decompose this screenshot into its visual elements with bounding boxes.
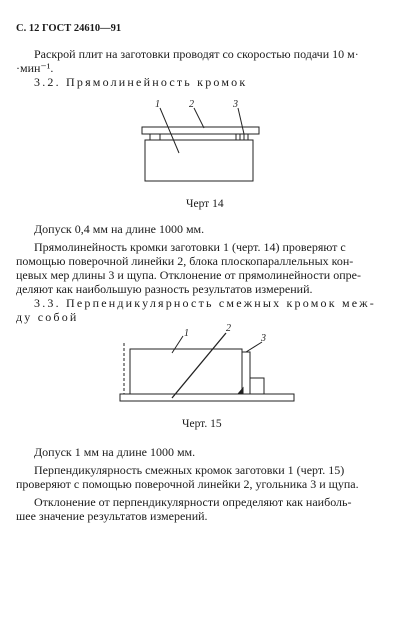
para-3-2-line-4: деляют как наибольшую разность результатов измерений. (16, 282, 313, 296)
ruler-2 (142, 127, 259, 134)
figure-15-caption: Черт. 15 (182, 418, 222, 430)
figure-14-drawing (142, 108, 259, 181)
leader-2 (194, 108, 204, 128)
fig15-label-3: 3 (261, 333, 266, 344)
figure-14-caption: Черт 14 (186, 198, 224, 210)
fig15-label-1: 1 (184, 328, 189, 339)
fig14-label-1: 1 (155, 99, 160, 110)
section-3-2-heading: 3.2. Прямолинейность кромок (34, 75, 248, 89)
workpiece-1-fig15 (130, 349, 242, 394)
para-3-3-line-3: Отклонение от перпендикулярности определяют как наиболь- (34, 495, 352, 509)
tolerance-3-3: Допуск 1 мм на длине 1000 мм. (34, 445, 196, 459)
intro-line-1: Раскрой плит на заготовки проводят со скоростью подачи 10 м· (34, 47, 359, 61)
gauge-block-right (236, 134, 248, 140)
workpiece-1 (145, 140, 253, 181)
para-3-2-line-1: Прямолинейность кромки заготовки 1 (черт. 14) проверяют с (34, 240, 346, 254)
base-plate (120, 394, 294, 401)
intro-line-2: ·мин⁻¹. (16, 61, 54, 75)
section-3-3-heading-line-2: ду собой (16, 310, 79, 324)
figure-15-drawing (120, 333, 294, 401)
section-3-3-heading-line-1: 3.3. Перпендикулярность смежных кромок меж- (34, 296, 376, 310)
para-3-2-line-2: помощью поверочной линейки 2, блока плоскопараллельных кон- (16, 254, 354, 268)
square-3-horizontal (250, 378, 264, 394)
para-3-3-line-4: шее значение результатов измерений. (16, 509, 208, 523)
leader-15-3 (246, 342, 262, 352)
page-header: С. 12 ГОСТ 24610—91 (16, 23, 122, 34)
tolerance-3-2: Допуск 0,4 мм на длине 1000 мм. (34, 222, 205, 236)
para-3-2-line-3: цевых мер длины 3 и щупа. Отклонение от прямолинейности опре- (16, 268, 361, 282)
fig15-label-2: 2 (226, 323, 231, 334)
para-3-3-line-1: Перпендикулярность смежных кромок заготовки 1 (черт. 15) (34, 463, 345, 477)
para-3-3-line-2: проверяют с помощью поверочной линейки 2, угольника 3 и щупа. (16, 477, 359, 491)
gauge-block-left (150, 134, 160, 140)
fig14-label-2: 2 (189, 99, 194, 110)
fig14-label-3: 3 (233, 99, 238, 110)
